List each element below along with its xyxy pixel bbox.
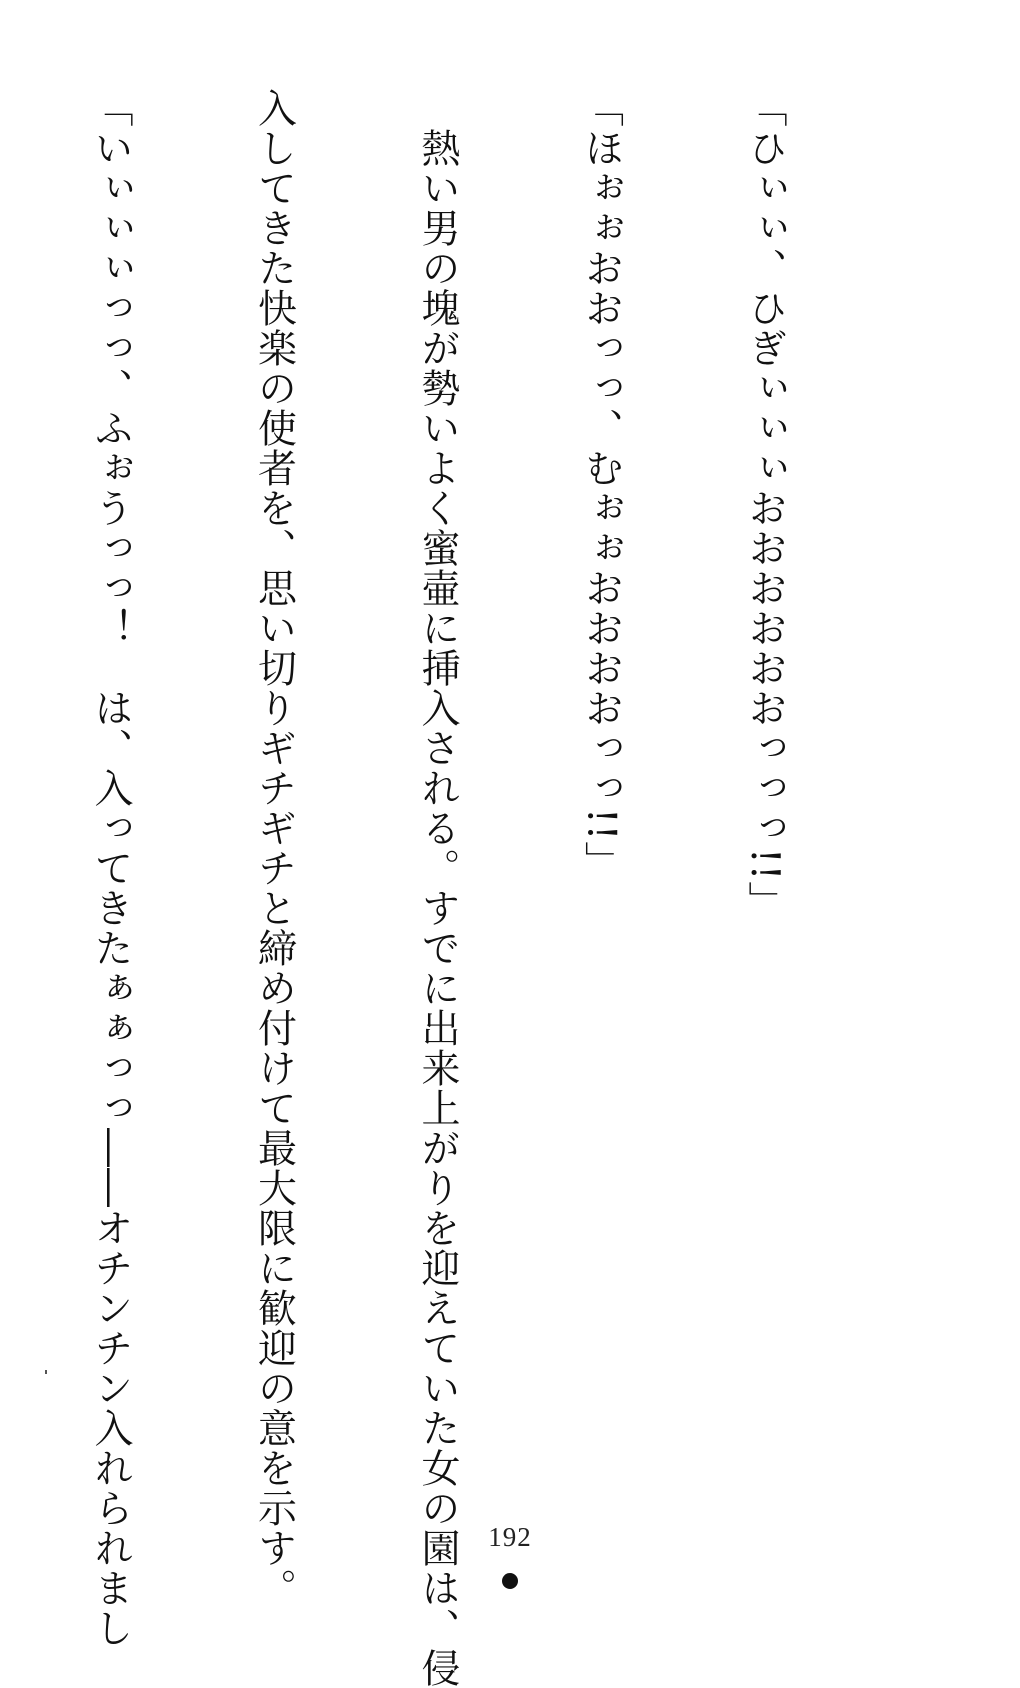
text-line: 熱い男の塊が勢いよく蜜壷に挿入される。すでに出来上がりを迎えていた女の園は、侵 <box>415 88 460 1688</box>
text-line: 入してきた快楽の使者を、思い切りギチギチと締め付けて最大限に歓迎の意を示す。 <box>251 88 297 1608</box>
page-number: 192 <box>488 1522 532 1552</box>
scan-speck <box>45 1370 47 1374</box>
text-line: 「いぃぃぃっっ、ふぉうっっ！ は、入ってきたぁぁっっ――オチンチン入れられまし <box>88 88 133 1648</box>
text-line: 「ほぉぉおおっっ、むぉぉおおおおっっ!!」 <box>578 88 624 882</box>
text-line: 「ひぃぃ、ひぎぃぃぃおおおおおおっっっ!!」 <box>742 88 787 922</box>
page-marker-dot <box>502 1573 518 1589</box>
